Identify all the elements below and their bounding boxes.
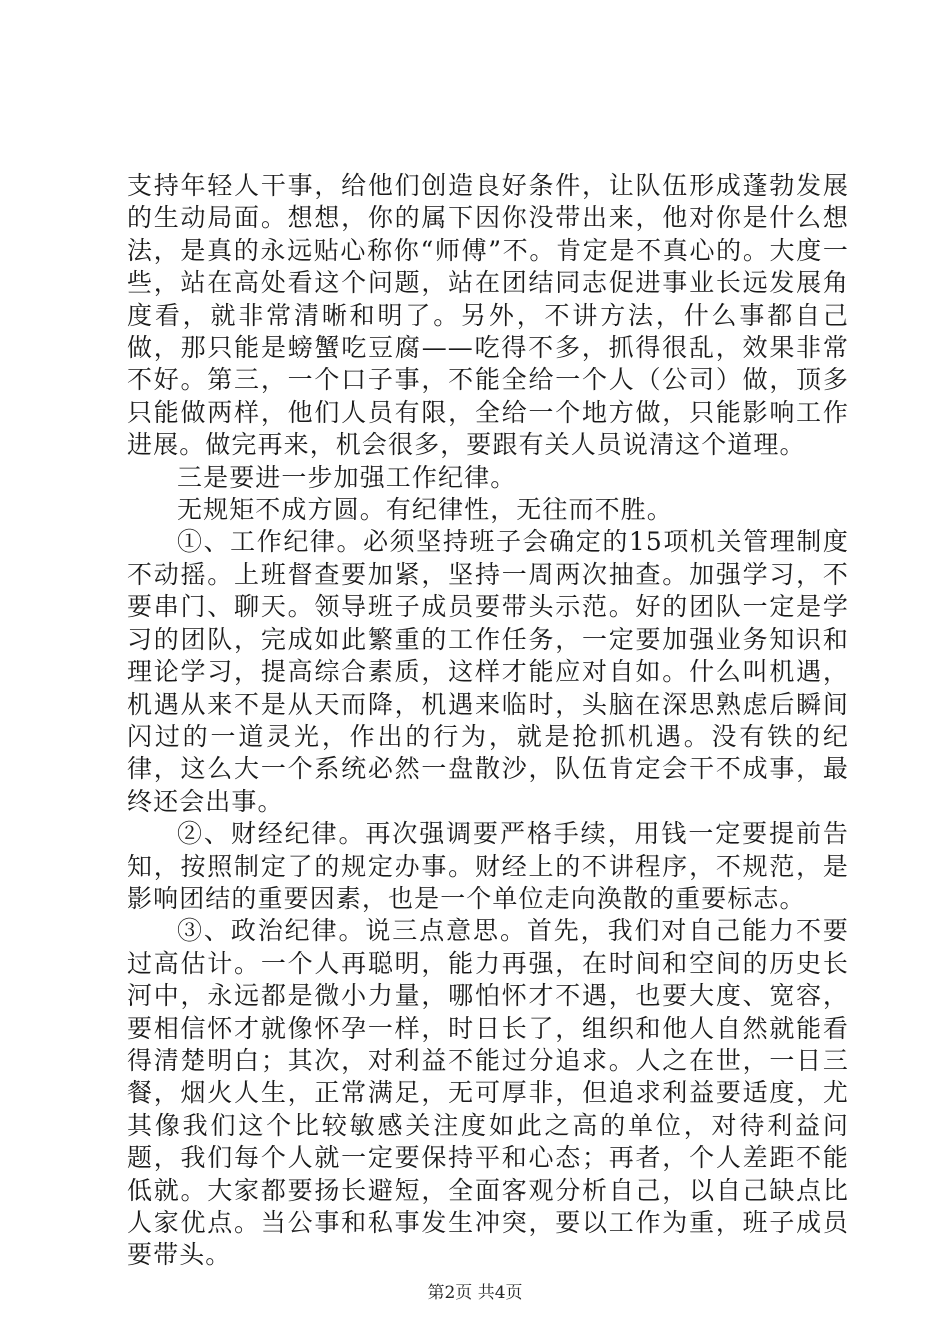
section-heading: 三是要进一步加强工作纪律。 [177, 462, 517, 492]
paragraph: 支持年轻人干事，给他们创造良好条件，让队伍形成蓬勃发展的生动局面。想想，你的属下因你没带出来，他对你是什么想法，是真的永远贴心称你“师傅”不。肯定是不真心的。大度一些，站在高处看这个问题，站在团结同志促进事业长远发展角度看，就非常清晰和明了。另外，不讲方法，什么事都自己做，那只能是螃蟹吃豆腐——吃得不多，抓得很乱，效果非常不好。第三，一个口子事，不能全给一个人（公司）做，顶多只能做两样，他们人员有限，全给一个地方做，只能影响工作进展。做完再来，机会很多，要跟有关人员说清这个道理。 [127, 171, 849, 460]
paragraph-work-discipline: ①、工作纪律。必须坚持班子会确定的15项机关管理制度不动摇。上班督查要加紧，坚持一周两次抽查。加强学习，不要串门、聊天。领导班子成员要带头示范。好的团队一定是学习的团队，完成如此繁重的工作任务，一定要加强业务知识和理论学习，提高综合素质，这样才能应对自如。什么叫机遇，机遇从来不是从天而降，机遇来临时，头脑在深思熟虑后瞬间闪过的一道灵光，作出的行为，就是抢抓机遇。没有铁的纪律，这么大一个系统必然一盘散沙，队伍肯定会干不成事，最终还会出事。 [127, 527, 849, 816]
page-number-footer: 第2页 共4页 [427, 1283, 523, 1303]
paragraph-political-discipline: ③、政治纪律。说三点意思。首先，我们对自己能力不要过高估计。一个人再聪明，能力再强，在时间和空间的历史长河中，永远都是微小力量，哪怕怀才不遇，也要大度、宽容，要相信怀才就像怀孕一样，时日长了，组织和他人自然就能看得清楚明白；其次，对利益不能过分追求。人之在世，一日三餐，烟火人生，正常满足，无可厚非，但追求利益要适度，尤其像我们这个比较敏感关注度如此之高的单位，对待利益问题，我们每个人就一定要保持平和心态；再者，个人差距不能低就。大家都要扬长避短，全面客观分析自己，以自己缺点比人家优点。当公事和私事发生冲突，要以工作为重，班子成员要带头。 [127, 916, 849, 1270]
document-body [127, 170, 849, 1272]
paragraph: 无规矩不成方圆。有纪律性，无往而不胜。 [177, 495, 673, 525]
paragraph-financial-discipline: ②、财经纪律。再次强调要严格手续，用钱一定要提前告知，按照制定了的规定办事。财经上的不讲程序，不规范，是影响团结的重要因素，也是一个单位走向涣散的重要标志。 [127, 819, 849, 913]
